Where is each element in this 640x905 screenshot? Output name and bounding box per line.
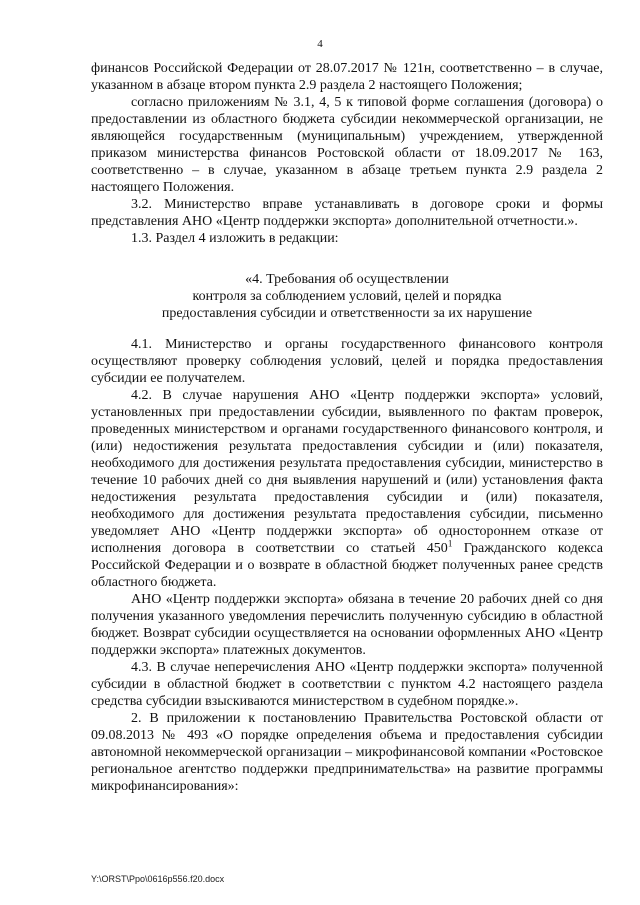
heading-line-3: предоставления субсидии и ответственности за их нарушение [161,306,533,321]
paragraph-ano-return: АНО «Центр поддержки экспорта» обязана в течение 20 рабочих дней со дня получения указанного уведомления перечислить полученную субсидию в областной бюджет. Возврат субсидии осуществляется на основании оформленных АНО «Центр поддержки экспорта» платежных документов. [91,592,603,658]
paragraph-appendix-ref: согласно приложениям № 3.1, 4, 5 к типовой форме соглашения (договора) о предоставлении из областного бюджета субсидии некоммерческой организации, не являющейся государственным (муниципальным) учреждением, утвержденной приказом министерства финансов Ростовской области от 18.09.2017 № 163, соответственно – в случае, указанном в абзаце третьем пункта 2.9 раздела 2 настоящего Положения. [91,95,603,195]
paragraph-2: 2. В приложении к постановлению Правительства Ростовской области от 09.08.2013 № 493 «О порядке определения объема и предоставления субсидии автономной некоммерческой организации – микрофинансовой компании «Ростовское региональное агентство поддержки предпринимательства» на развитие программы микрофинансирования»: [91,711,603,794]
paragraph-4-2-text: 4.2. В случае нарушения АНО «Центр поддержки экспорта» условий, установленных при предоставлении субсидии, выявленного по фактам проверок, проведенных министерством и органами государственного финансового контроля, и (или) недостижения результата предоставления субсидии и (или) показателя, необходимого для достижения результата предоставления субсидии, министерство в течение 10 рабочих дней со дня выявления нарушений и (или) установления факта недостижения результата предоставления субсидии и (или) показателя, необходимого для достижения результата предоставления субсидии, письменно уведомляет АНО «Центр поддержки экспорта» об одностороннем отказе от исполнения договора в соответствии со статьей 450 [91,388,603,556]
paragraph-4-2-tail: Гражданского кодекса Российской Федерации и о возврате в областной бюджет полученных ранее средств областного бюджета. [91,541,603,590]
paragraph-4-3: 4.3. В случае неперечисления АНО «Центр поддержки экспорта» полученной субсидии в областной бюджет в соответствии с пунктом 4.2 настоящего раздела средства субсидии взыскиваются министерством в судебном порядке.». [91,660,603,709]
paragraph-3-2: 3.2. Министерство вправе устанавливать в договоре сроки и формы представления АНО «Центр поддержки экспорта» дополнительной отчетности.». [91,197,603,229]
paragraph-continuation: финансов Российской Федерации от 28.07.2017 № 121н, соответственно – в случае, указанном в абзаце втором пункта 2.9 раздела 2 настоящего Положения; [91,61,603,93]
article-superscript: 1 [447,538,453,549]
file-path-footer: Y:\ORST\Ppo\0616p556.f20.docx [91,874,225,884]
paragraph-4-1: 4.1. Министерство и органы государственного финансового контроля осуществляют проверку соблюдения условий, целей и порядка предоставления субсидии ее получателем. [91,337,603,386]
document-body [91,60,603,795]
heading-line-1: «4. Требования об осуществлении [245,272,449,287]
section-heading [91,271,603,322]
heading-line-2: контроля за соблюдением условий, целей и порядка [192,289,502,304]
paragraph-1-3: 1.3. Раздел 4 изложить в редакции: [131,231,339,246]
paragraph-4-2 [91,387,603,591]
page-number: 4 [317,38,323,50]
